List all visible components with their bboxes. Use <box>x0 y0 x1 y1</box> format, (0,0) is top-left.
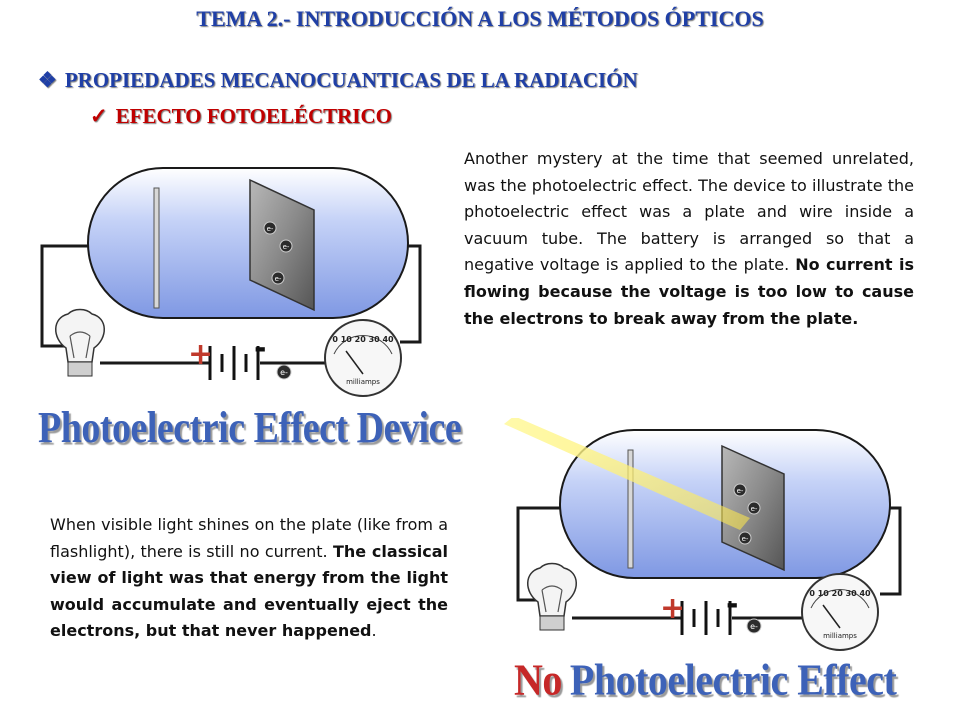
heading-properties-text: PROPIEDADES MECANOCUANTICAS DE LA RADIACIÓN <box>64 68 638 92</box>
milliamp-meter <box>325 320 401 396</box>
caption-rest: Photoelectric Effect <box>569 655 897 705</box>
light-bulb-icon <box>528 564 577 631</box>
svg-text:e-: e- <box>282 243 290 251</box>
svg-text:e-: e- <box>741 535 749 543</box>
paragraph-visible-light <box>50 512 448 645</box>
battery-icon <box>682 601 730 635</box>
electron <box>280 240 292 252</box>
electron <box>272 272 284 284</box>
caption-no: No <box>514 655 562 705</box>
electron <box>277 365 291 379</box>
heading-properties <box>38 68 638 93</box>
page-title: TEMA 2.- INTRODUCCIÓN A LOS MÉTODOS ÓPTICOS <box>196 6 764 31</box>
electron <box>748 502 760 514</box>
svg-text:e-: e- <box>750 505 758 513</box>
svg-text:e-: e- <box>274 275 282 283</box>
photoelectric-device-diagram <box>28 158 448 408</box>
battery-icon <box>210 346 258 380</box>
electron <box>739 532 751 544</box>
svg-text:0 10 20 30 40: 0 10 20 30 40 <box>809 589 871 598</box>
plus-sign: + <box>660 591 686 626</box>
caption-photoelectric-device: Photoelectric Effect Device <box>38 403 462 453</box>
minus-sign: - <box>254 331 267 366</box>
wire-electrode <box>154 188 159 308</box>
paragraph1-bold-text: No current is flowing because the voltage is too low to cause the electrons to break away from the plate. <box>464 255 915 328</box>
minus-sign: - <box>726 587 739 622</box>
paragraph2-text: When visible light shines on the plate (like from a flashlight), there is still no current. <box>50 515 448 561</box>
paragraph1-text: Another mystery at the time that seemed unrelated, was the photoelectric effect. The device to illustrate the photoelectric effect was a plate and wire inside a vacuum tube. The battery is arranged so that a negative voltage is applied to the plate. <box>464 149 914 275</box>
light-bulb-icon <box>56 310 105 377</box>
heading-photoelectric-text: EFECTO FOTOELÉCTRICO <box>115 104 392 128</box>
svg-text:e-: e- <box>750 622 758 631</box>
plus-sign: + <box>188 337 214 372</box>
electron <box>734 484 746 496</box>
paragraph2-bold-text: The classical view of light was that energy from the light would accumulate and eventually eject the electrons, but that never happened <box>50 541 448 641</box>
svg-text:milliamps: milliamps <box>346 378 380 386</box>
electron <box>747 619 761 633</box>
svg-text:e-: e- <box>266 225 274 233</box>
heading-photoelectric <box>90 104 392 129</box>
checkmark-icon: ✓ <box>90 104 108 128</box>
paragraph2-end: . <box>371 621 377 641</box>
diamond-bullet-icon: ❖ <box>38 68 57 92</box>
svg-text:0 10 20 30 40: 0 10 20 30 40 <box>332 335 394 344</box>
svg-text:e-: e- <box>736 487 744 495</box>
no-photoelectric-diagram <box>500 418 940 658</box>
vacuum-tube <box>88 168 408 318</box>
svg-text:e-: e- <box>280 368 288 377</box>
caption-no-photoelectric-effect <box>514 654 896 706</box>
paragraph-photoelectric-mystery <box>464 146 914 332</box>
electron <box>264 222 276 234</box>
milliamp-meter <box>802 574 878 650</box>
svg-text:milliamps: milliamps <box>823 632 857 640</box>
